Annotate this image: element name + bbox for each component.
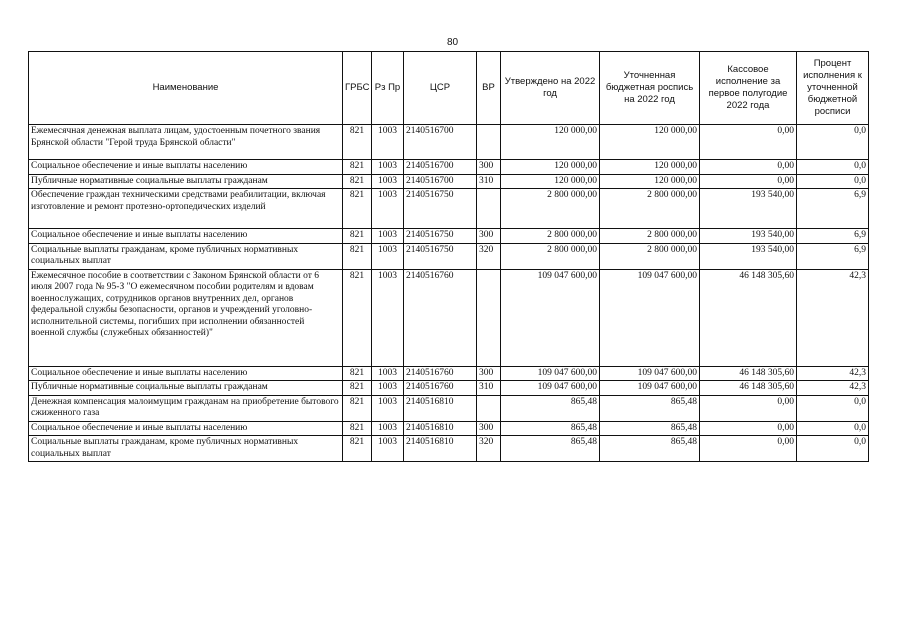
cell-csr: 2140516750 [404, 243, 477, 269]
cell-rzpr: 1003 [372, 366, 404, 381]
cell-csr: 2140516810 [404, 421, 477, 436]
cell-executed: 0,00 [700, 174, 797, 189]
cell-vr [477, 269, 501, 366]
cell-rzpr: 1003 [372, 421, 404, 436]
col-header-executed: Кассовое исполнение за первое полугодие 2022 года [700, 52, 797, 125]
table-row [29, 125, 869, 160]
table-row [29, 174, 869, 189]
cell-name: Денежная компенсация малоимущим гражданам на приобретение бытового сжиженного газа [29, 395, 343, 421]
cell-grbs: 821 [343, 366, 372, 381]
cell-refined: 865,48 [600, 421, 700, 436]
cell-refined: 120 000,00 [600, 125, 700, 160]
cell-executed: 46 148 305,60 [700, 381, 797, 396]
cell-name: Ежемесячная денежная выплата лицам, удостоенным почетного звания Брянской области "Герой труда Брянской области" [29, 125, 343, 160]
cell-name: Публичные нормативные социальные выплаты гражданам [29, 381, 343, 396]
cell-refined: 109 047 600,00 [600, 269, 700, 366]
cell-vr [477, 125, 501, 160]
budget-table [28, 51, 869, 462]
cell-executed: 46 148 305,60 [700, 366, 797, 381]
cell-grbs: 821 [343, 160, 372, 175]
cell-executed: 0,00 [700, 125, 797, 160]
cell-executed: 193 540,00 [700, 229, 797, 244]
col-header-approved: Утверждено на 2022 год [501, 52, 600, 125]
cell-grbs: 821 [343, 421, 372, 436]
cell-percent: 42,3 [797, 381, 869, 396]
cell-rzpr: 1003 [372, 174, 404, 189]
cell-refined: 2 800 000,00 [600, 229, 700, 244]
col-header-rzpr: Рз Пр [372, 52, 404, 125]
table-row [29, 243, 869, 269]
cell-executed: 193 540,00 [700, 189, 797, 229]
header-row [29, 52, 869, 125]
cell-grbs: 821 [343, 395, 372, 421]
cell-vr: 300 [477, 229, 501, 244]
cell-name: Социальное обеспечение и иные выплаты населению [29, 421, 343, 436]
cell-refined: 109 047 600,00 [600, 381, 700, 396]
cell-percent: 0,0 [797, 125, 869, 160]
cell-csr: 2140516760 [404, 366, 477, 381]
cell-percent: 6,9 [797, 243, 869, 269]
table-row [29, 229, 869, 244]
cell-grbs: 821 [343, 436, 372, 462]
cell-refined: 865,48 [600, 436, 700, 462]
cell-refined: 865,48 [600, 395, 700, 421]
cell-name: Социальные выплаты гражданам, кроме публичных нормативных социальных выплат [29, 243, 343, 269]
cell-percent: 6,9 [797, 229, 869, 244]
cell-vr [477, 189, 501, 229]
cell-refined: 2 800 000,00 [600, 243, 700, 269]
cell-percent: 0,0 [797, 160, 869, 175]
cell-name: Социальное обеспечение и иные выплаты населению [29, 229, 343, 244]
cell-vr: 320 [477, 436, 501, 462]
table-row [29, 269, 869, 366]
cell-rzpr: 1003 [372, 243, 404, 269]
cell-vr: 320 [477, 243, 501, 269]
cell-approved: 865,48 [501, 436, 600, 462]
cell-rzpr: 1003 [372, 395, 404, 421]
cell-rzpr: 1003 [372, 125, 404, 160]
cell-name: Социальное обеспечение и иные выплаты населению [29, 160, 343, 175]
cell-grbs: 821 [343, 229, 372, 244]
cell-grbs: 821 [343, 381, 372, 396]
table-row [29, 189, 869, 229]
cell-refined: 120 000,00 [600, 174, 700, 189]
cell-executed: 0,00 [700, 436, 797, 462]
cell-name: Социальное обеспечение и иные выплаты населению [29, 366, 343, 381]
cell-csr: 2140516750 [404, 189, 477, 229]
col-header-grbs: ГРБС [343, 52, 372, 125]
cell-name: Социальные выплаты гражданам, кроме публичных нормативных социальных выплат [29, 436, 343, 462]
cell-approved: 2 800 000,00 [501, 243, 600, 269]
table-row [29, 395, 869, 421]
col-header-csr: ЦСР [404, 52, 477, 125]
col-header-refined: Уточненная бюджетная роспись на 2022 год [600, 52, 700, 125]
cell-approved: 865,48 [501, 421, 600, 436]
cell-vr: 310 [477, 174, 501, 189]
page-number: 80 [446, 37, 459, 48]
cell-percent: 6,9 [797, 189, 869, 229]
cell-percent: 0,0 [797, 174, 869, 189]
cell-approved: 120 000,00 [501, 160, 600, 175]
col-header-percent: Процент исполнения к уточненной бюджетной росписи [797, 52, 869, 125]
cell-percent: 0,0 [797, 436, 869, 462]
table-row [29, 160, 869, 175]
cell-csr: 2140516760 [404, 269, 477, 366]
cell-rzpr: 1003 [372, 229, 404, 244]
cell-percent: 0,0 [797, 421, 869, 436]
cell-name: Ежемесячное пособие в соответствии с Законом Брянской области от 6 июля 2007 года № 95-З "О ежемесячном пособии родителям и вдовам военнослужащих, сотрудников органов внутренних дел, органов федеральной службы безопасности, органов и учреждений уголовно-исполнительной системы, погибших при исполнении обязанностей военной службы (служебных обязанностей)" [29, 269, 343, 366]
cell-vr: 300 [477, 160, 501, 175]
cell-approved: 2 800 000,00 [501, 229, 600, 244]
cell-rzpr: 1003 [372, 189, 404, 229]
cell-vr [477, 395, 501, 421]
cell-refined: 109 047 600,00 [600, 366, 700, 381]
cell-approved: 120 000,00 [501, 174, 600, 189]
cell-csr: 2140516750 [404, 229, 477, 244]
cell-csr: 2140516810 [404, 436, 477, 462]
cell-refined: 120 000,00 [600, 160, 700, 175]
cell-rzpr: 1003 [372, 269, 404, 366]
cell-percent: 0,0 [797, 395, 869, 421]
cell-grbs: 821 [343, 243, 372, 269]
cell-csr: 2140516700 [404, 174, 477, 189]
cell-executed: 0,00 [700, 395, 797, 421]
cell-approved: 865,48 [501, 395, 600, 421]
table-row [29, 381, 869, 396]
cell-csr: 2140516700 [404, 160, 477, 175]
cell-name: Обеспечение граждан техническими средствами реабилитации, включая изготовление и ремонт протезно-ортопедических изделий [29, 189, 343, 229]
cell-percent: 42,3 [797, 269, 869, 366]
cell-vr: 300 [477, 421, 501, 436]
cell-approved: 109 047 600,00 [501, 366, 600, 381]
table-row [29, 436, 869, 462]
cell-csr: 2140516760 [404, 381, 477, 396]
cell-name: Публичные нормативные социальные выплаты гражданам [29, 174, 343, 189]
cell-executed: 46 148 305,60 [700, 269, 797, 366]
cell-vr: 310 [477, 381, 501, 396]
cell-refined: 2 800 000,00 [600, 189, 700, 229]
table-row [29, 421, 869, 436]
cell-grbs: 821 [343, 269, 372, 366]
cell-percent: 42,3 [797, 366, 869, 381]
cell-rzpr: 1003 [372, 436, 404, 462]
col-header-vr: ВР [477, 52, 501, 125]
cell-csr: 2140516700 [404, 125, 477, 160]
cell-approved: 109 047 600,00 [501, 381, 600, 396]
cell-approved: 2 800 000,00 [501, 189, 600, 229]
cell-rzpr: 1003 [372, 160, 404, 175]
cell-executed: 0,00 [700, 421, 797, 436]
cell-executed: 193 540,00 [700, 243, 797, 269]
table-row [29, 366, 869, 381]
cell-vr: 300 [477, 366, 501, 381]
cell-grbs: 821 [343, 125, 372, 160]
col-header-name: Наименование [29, 52, 343, 125]
cell-grbs: 821 [343, 189, 372, 229]
cell-executed: 0,00 [700, 160, 797, 175]
cell-approved: 109 047 600,00 [501, 269, 600, 366]
cell-rzpr: 1003 [372, 381, 404, 396]
cell-grbs: 821 [343, 174, 372, 189]
cell-approved: 120 000,00 [501, 125, 600, 160]
cell-csr: 2140516810 [404, 395, 477, 421]
